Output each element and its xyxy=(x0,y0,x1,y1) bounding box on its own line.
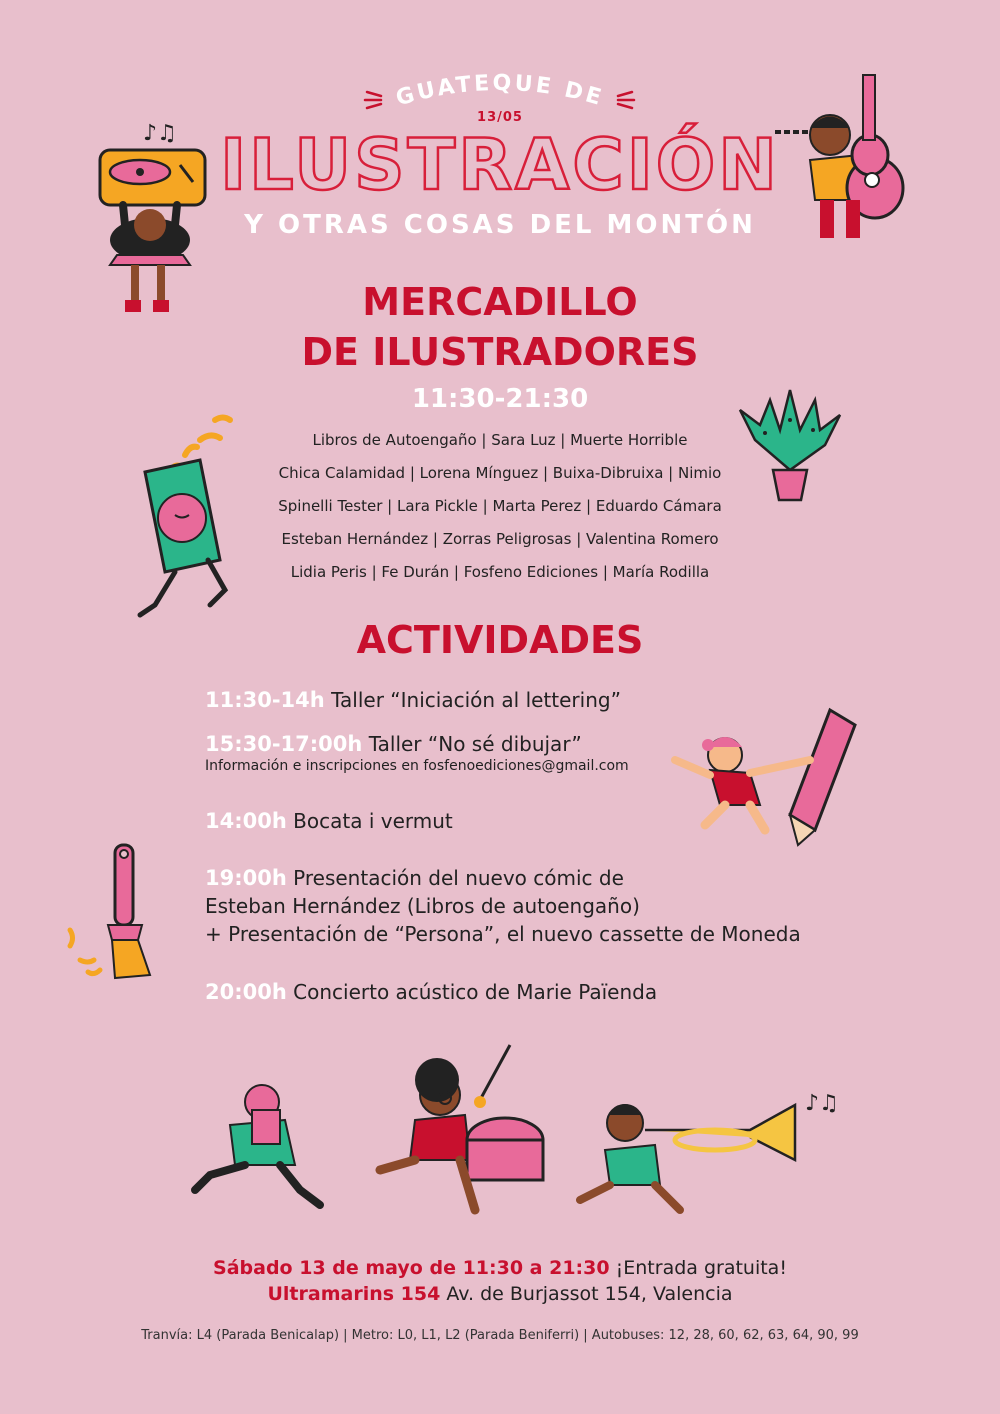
activity-item xyxy=(205,978,825,1006)
paintbrush-illustration xyxy=(60,840,170,985)
event-date-tag: 13/05 xyxy=(477,110,523,125)
record-player-girl-illustration xyxy=(95,110,215,320)
trumpet-kid-illustration xyxy=(570,1085,850,1220)
svg-text:♪♫: ♪♫ xyxy=(805,1091,839,1116)
activity-text: Taller “Iniciación al lettering” xyxy=(331,688,621,712)
activity-time: 19:00h xyxy=(205,866,287,890)
activity-time: 11:30-14h xyxy=(205,688,325,712)
artists-row: Spinelli Tester | Lara Pickle | Marta Perez | Eduardo Cámara xyxy=(278,497,722,515)
artists-row: Chica Calamidad | Lorena Mínguez | Buixa-Dibruixa | Nimio xyxy=(278,464,722,482)
activity-time: 20:00h xyxy=(205,980,287,1004)
drummer-illustration xyxy=(365,1040,555,1220)
activity-text: Taller “No sé dibujar” xyxy=(368,732,582,756)
activity-time: 14:00h xyxy=(205,809,287,833)
event-info xyxy=(0,1255,1000,1307)
svg-text:♪♫: ♪♫ xyxy=(143,121,177,146)
activity-text-line2: Esteban Hernández (Libros de autoengaño) xyxy=(205,894,640,918)
plant-illustration xyxy=(735,385,845,505)
arc-title-text: GUATEQUE DE xyxy=(393,70,607,112)
soda-can-illustration xyxy=(130,410,240,625)
activities-title: ACTIVIDADES xyxy=(356,618,644,662)
activity-text: Concierto acústico de Marie Païenda xyxy=(293,980,658,1004)
market-hours: 11:30-21:30 xyxy=(411,384,589,414)
svg-text:GUATEQUE DE xyxy=(393,71,606,111)
event-date-highlight: Sábado 13 de mayo de 11:30 a 21:30 xyxy=(213,1257,610,1279)
transport-info: Tranvía: L4 (Parada Benicalap) | Metro: L0, L1, L2 (Parada Beniferri) | Autobuses: 12, 28, 60, 62, 63, 64, 90, 99 xyxy=(141,1328,859,1343)
guitar-girl-illustration xyxy=(770,70,920,245)
market-title-line2: DE ILUSTRADORES xyxy=(301,330,699,374)
venue-address: Av. de Burjassot 154, Valencia xyxy=(446,1283,733,1305)
activity-item xyxy=(205,864,825,948)
subtitle: Y OTRAS COSAS DEL MONTÓN xyxy=(244,210,756,240)
main-title: ILUSTRACIÓN xyxy=(220,124,780,206)
activity-time: 15:30-17:00h xyxy=(205,732,363,756)
artists-row: Libros de Autoengaño | Sara Luz | Muerte Horrible xyxy=(312,431,688,449)
activity-text-line3: + Presentación de “Persona”, el nuevo cassette de Moneda xyxy=(205,922,801,946)
artists-row: Esteban Hernández | Zorras Peligrosas | Valentina Romero xyxy=(281,530,719,548)
venue-name: Ultramarins 154 xyxy=(267,1283,441,1305)
spark-left-icon xyxy=(365,88,385,112)
reading-kid-illustration xyxy=(190,1080,325,1215)
activity-text: Bocata i vermut xyxy=(293,809,453,833)
activity-note: Información e inscripciones en fosfenoediciones@gmail.com xyxy=(205,758,629,774)
market-title-line1: MERCADILLO xyxy=(362,280,638,324)
spark-right-icon xyxy=(614,88,634,112)
entry-note: ¡Entrada gratuita! xyxy=(615,1257,787,1279)
pencil-kid-illustration xyxy=(670,705,870,850)
activity-text: Presentación del nuevo cómic de xyxy=(293,866,624,890)
artists-row: Lidia Peris | Fe Durán | Fosfeno Ediciones | María Rodilla xyxy=(290,563,710,581)
